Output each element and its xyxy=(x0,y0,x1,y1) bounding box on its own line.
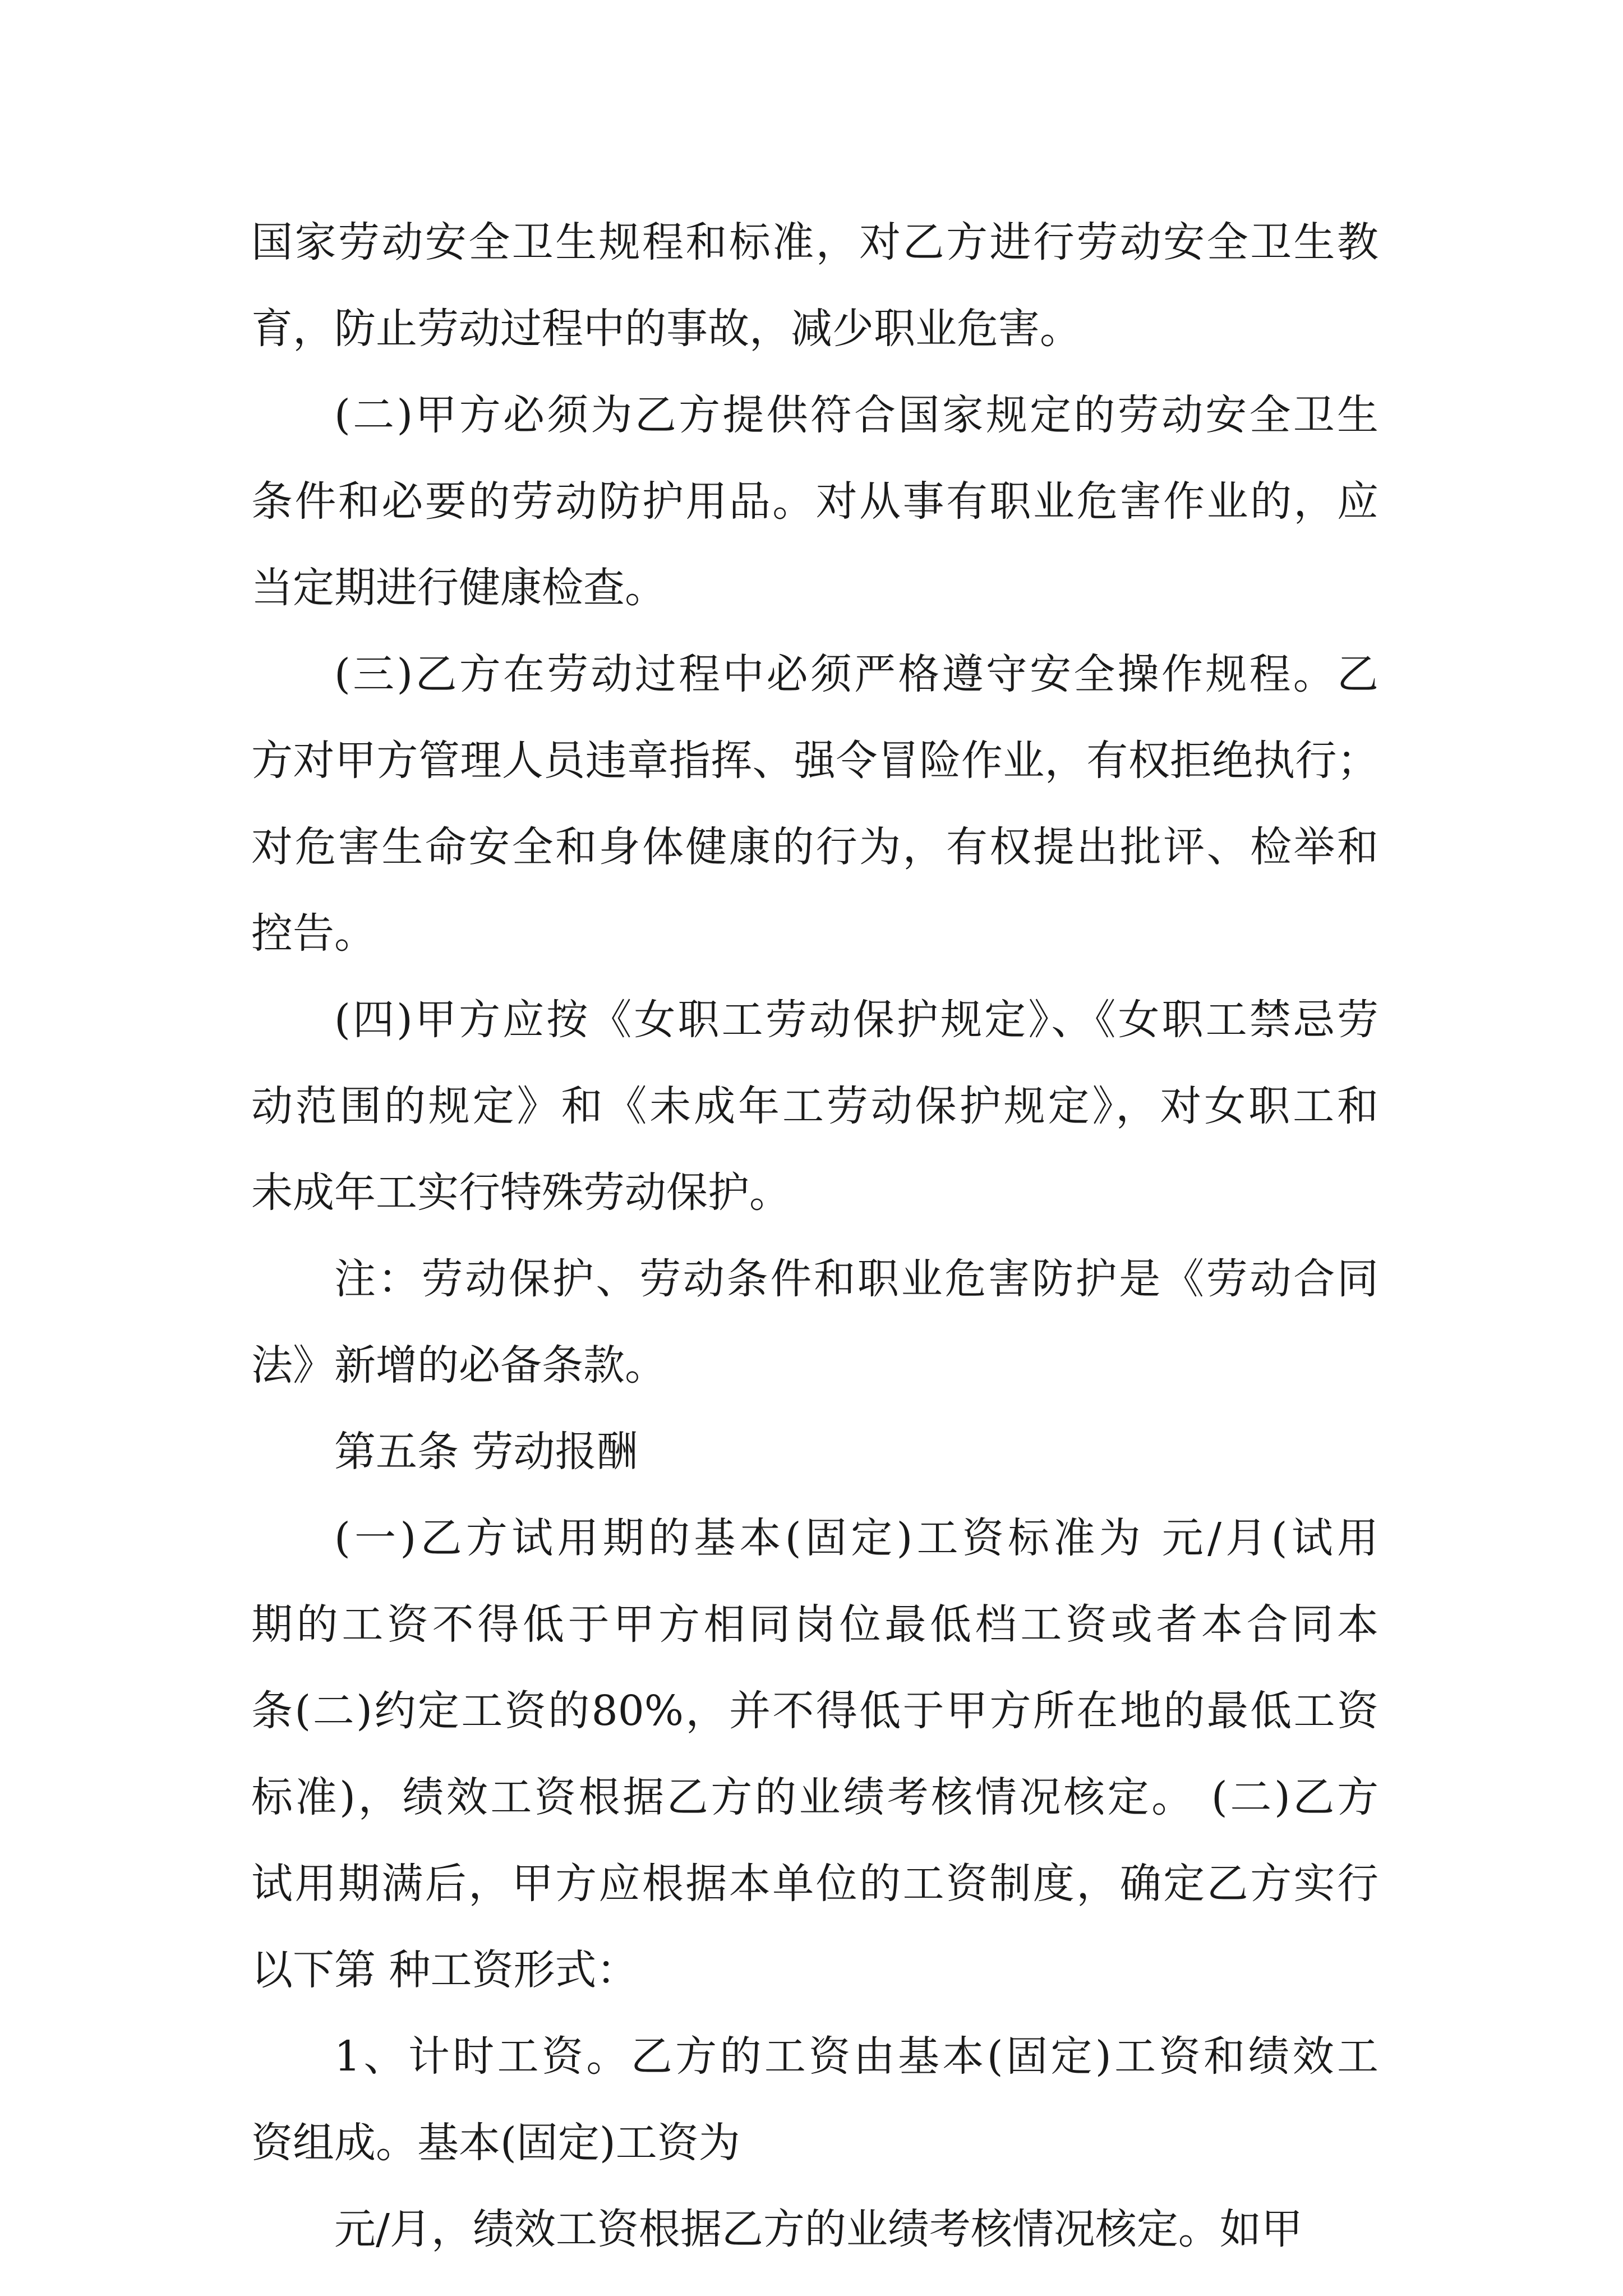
text-line: 当定期进行健康检查。 xyxy=(251,564,666,612)
text-line: (一)乙方试用期的基本(固定)工资标准为 元/月(试用 xyxy=(334,1514,1378,1562)
paragraph xyxy=(251,1409,1378,1495)
text-line: 育，防止劳动过程中的事故，减少职业危害。 xyxy=(251,305,1081,353)
text-line: 标准)，绩效工资根据乙方的业绩考核情况核定。 (二)乙方 xyxy=(251,1773,1378,1821)
document-body xyxy=(251,199,1378,2272)
paragraph xyxy=(251,199,1378,372)
text-line: 注：劳动保护、劳动条件和职业危害防护是《劳动合同 xyxy=(334,1255,1378,1303)
text-line: 第五条 劳动报酬 xyxy=(334,1428,638,1476)
paragraph xyxy=(251,1236,1378,1409)
paragraph xyxy=(251,1495,1378,2013)
text-line: 元/月，绩效工资根据乙方的业绩考核情况核定。如甲 xyxy=(334,2205,1303,2253)
text-line: 控告。 xyxy=(251,909,376,958)
text-line: 对危害生命安全和身体健康的行为，有权提出批评、检举和 xyxy=(251,823,1378,871)
text-line: 1、计时工资。乙方的工资由基本(固定)工资和绩效工 xyxy=(334,2032,1378,2081)
text-line: 方对甲方管理人员违章指挥、强令冒险作业，有权拒绝执行； xyxy=(251,737,1378,785)
text-line: 国家劳动安全卫生规程和标准，对乙方进行劳动安全卫生教 xyxy=(251,218,1378,266)
text-line: 动范围的规定》和《未成年工劳动保护规定》，对女职工和 xyxy=(251,1082,1378,1130)
text-line: (四)甲方应按《女职工劳动保护规定》、《女职工禁忌劳 xyxy=(334,996,1378,1044)
paragraph xyxy=(251,631,1378,977)
text-line: 法》新增的必备条款。 xyxy=(251,1341,666,1389)
paragraph xyxy=(251,2186,1378,2272)
text-line: (二)甲方必须为乙方提供符合国家规定的劳动安全卫生 xyxy=(334,391,1378,439)
text-line: 试用期满后，甲方应根据本单位的工资制度，确定乙方实行 xyxy=(251,1860,1378,1908)
text-line: (三)乙方在劳动过程中必须严格遵守安全操作规程。乙 xyxy=(334,650,1378,698)
text-line: 资组成。基本(固定)工资为 xyxy=(251,2119,740,2167)
text-line: 以下第 种工资形式： xyxy=(251,1946,638,1994)
paragraph xyxy=(251,372,1378,631)
paragraph xyxy=(251,977,1378,1236)
text-line: 未成年工实行特殊劳动保护。 xyxy=(251,1168,791,1217)
paragraph xyxy=(251,2013,1378,2186)
text-line: 期的工资不得低于甲方相同岗位最低档工资或者本合同本 xyxy=(251,1600,1378,1649)
text-line: 条(二)约定工资的80%，并不得低于甲方所在地的最低工资 xyxy=(251,1687,1378,1735)
text-line: 条件和必要的劳动防护用品。对从事有职业危害作业的，应 xyxy=(251,477,1378,526)
